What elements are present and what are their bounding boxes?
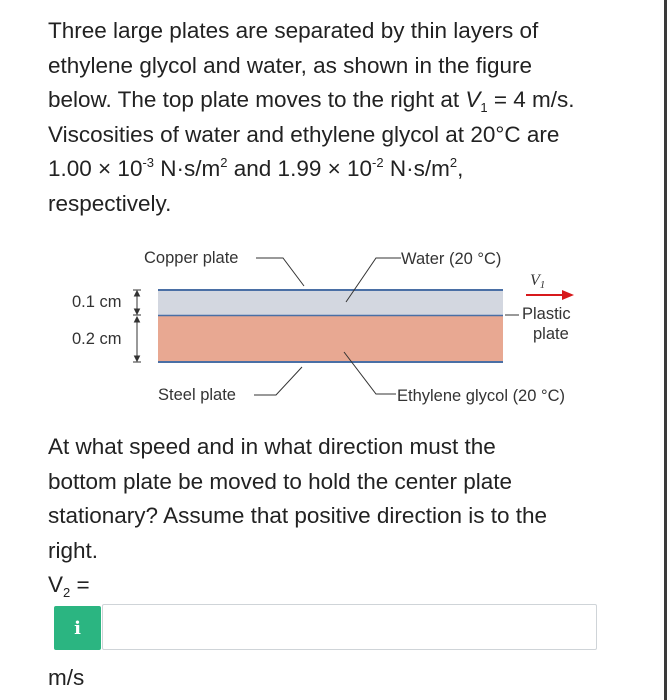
glycol-viscosity: and 1.99 × 10 (227, 156, 373, 181)
v1-arrowhead (562, 290, 574, 300)
ethylene-glycol-label: Ethylene glycol (20 °C) (397, 387, 566, 405)
water-viscosity: 1.00 × 10 (48, 156, 143, 181)
intro-line-6: respectively. (48, 190, 172, 216)
intro-line-2: ethylene glycol and water, as shown in the figure (48, 52, 533, 78)
v2-subscript: 2 (63, 585, 71, 600)
v2-variable: V (48, 572, 64, 597)
question-line-4: right. (48, 537, 99, 563)
exponent-1: -3 (142, 155, 155, 170)
answer-variable-label (48, 570, 90, 600)
v2-equals: = (70, 572, 90, 597)
comma: , (457, 156, 464, 181)
steel-plate-leader (254, 367, 302, 395)
thickness-marker-top (133, 290, 141, 315)
plates-figure (40, 235, 610, 420)
intro-line-3: below. The top plate moves to the right at (48, 87, 466, 112)
answer-input[interactable] (102, 604, 597, 650)
plastic-plate-label-2: plate (533, 325, 569, 343)
exponent-2: -2 (372, 155, 384, 170)
steel-plate-label: Steel plate (158, 386, 236, 404)
square-2: 2 (449, 155, 458, 170)
intro-line-4: Viscosities of water and ethylene glycol at 20°C are (48, 121, 560, 147)
copper-plate-leader (256, 258, 304, 286)
thickness-marker-bottom (133, 317, 141, 362)
water-layer (158, 290, 503, 315)
thickness-bottom-label: 0.2 cm (72, 330, 122, 348)
square-1: 2 (220, 155, 228, 170)
answer-row (48, 604, 599, 654)
question-line-3: stationary? Assume that positive direction is to the (48, 503, 548, 528)
question-line-2: bottom plate be moved to hold the center plate (48, 468, 513, 494)
unit-1: N·s/m (154, 156, 221, 181)
question-line-1: At what speed and in what direction must the (48, 434, 496, 459)
v1-figure-sub: 1 (539, 279, 546, 291)
question-text (48, 430, 628, 568)
v1-subscript: 1 (480, 100, 488, 115)
info-icon[interactable]: i (54, 606, 101, 650)
v1-figure-label (530, 272, 545, 291)
glycol-layer (158, 316, 503, 362)
v1-variable: V (465, 87, 481, 112)
answer-unit: m/s (48, 665, 85, 690)
problem-statement (48, 14, 628, 221)
copper-plate-label: Copper plate (144, 249, 239, 267)
thickness-top-label: 0.1 cm (72, 293, 122, 311)
plastic-plate-label-1: Plastic (522, 305, 571, 323)
intro-line-1: Three large plates are separated by thin layers of (48, 18, 539, 43)
v1-value: = 4 m/s. (487, 87, 575, 112)
water-label: Water (20 °C) (401, 250, 502, 268)
v1-figure-var: V (530, 272, 540, 289)
unit-2: N·s/m (383, 156, 450, 181)
